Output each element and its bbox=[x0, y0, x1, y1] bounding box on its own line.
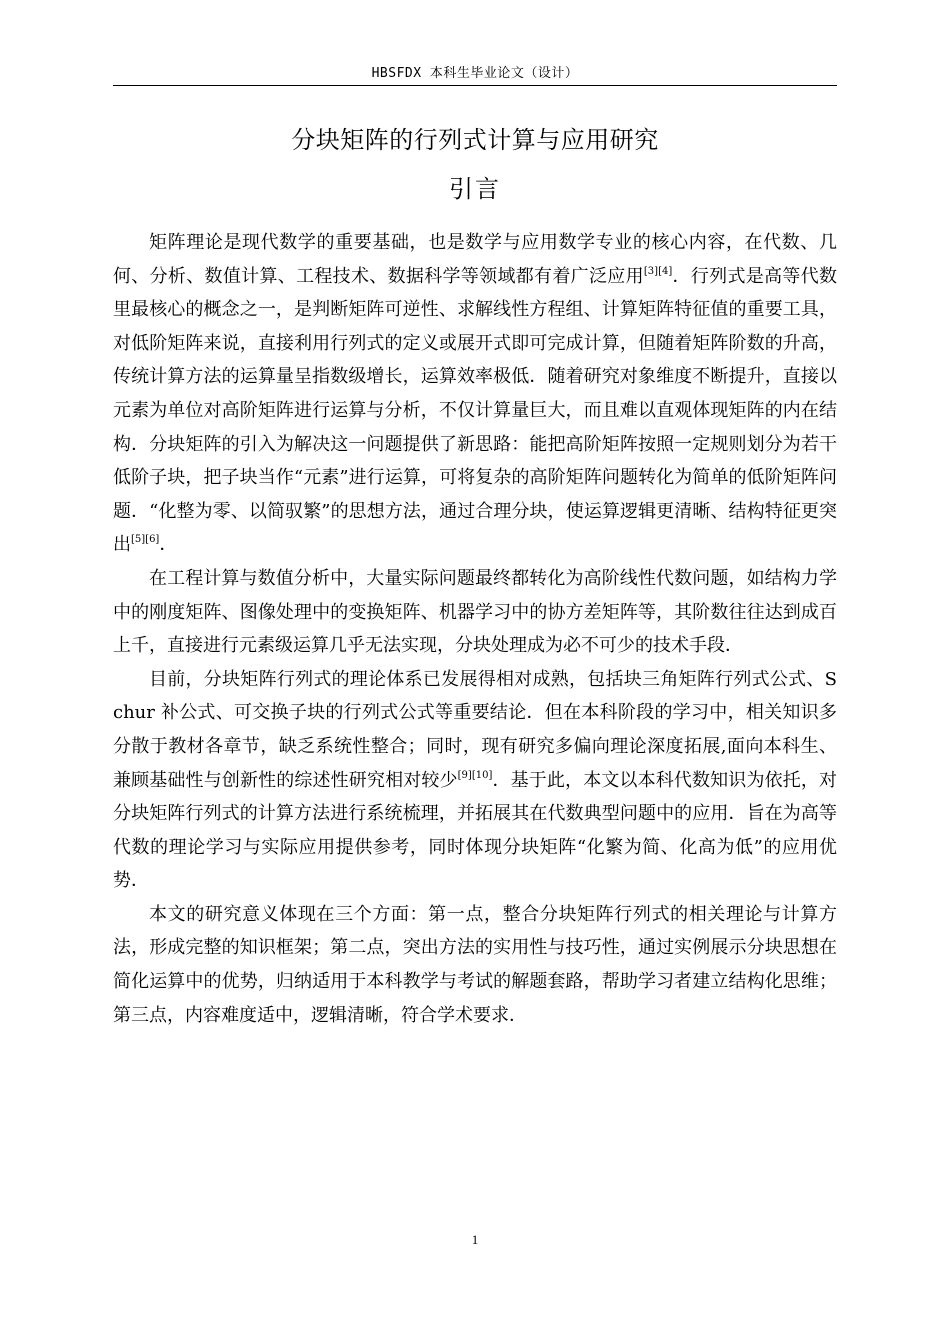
paragraph-text: 本文的研究意义体现在三个方面：第一点，整合分块矩阵行列式的相关理论与计算方法，形成完整的知识框架；第二点，突出方法的实用性与技巧性，通过实例展示分块思想在简化运算中的优势，归纳适用于本科教学与考试的解题套路，帮助学习者建立结构化思维；第三点，内容难度适中，逻辑清晰，符合学术要求． bbox=[113, 903, 837, 1026]
running-header: HBSFDX 本科生毕业论文（设计） bbox=[371, 66, 579, 81]
paragraph-1 bbox=[113, 226, 837, 562]
citation: [3][4] bbox=[643, 265, 673, 277]
citation: [9][10] bbox=[457, 769, 493, 781]
paper-title: 分块矩阵的行列式计算与应用研究 bbox=[291, 126, 659, 154]
paragraph-text: ． bbox=[159, 534, 178, 556]
page-number: 1 bbox=[471, 1232, 479, 1247]
citation: [5][6] bbox=[131, 534, 160, 546]
header-rule bbox=[113, 85, 837, 86]
paragraph-text: 目前，分块矩阵行列式的理论体系已发展得相对成熟，包括块三角矩阵行列式公式、Schur 补公式、可交换子块的行列式公式等重要结论．但在本科阶段的学习中，相关知识多分散于教材各章节，缺乏系统性整合；同时，现有研究多偏向理论深度拓展,面向本科生、兼顾基础性与创新性的综述性研究相对较少 bbox=[113, 668, 837, 791]
paragraph-text: 矩阵理论是现代数学的重要基础，也是数学与应用数学专业的核心内容，在代数、几何、分析、数值计算、工程技术、数据科学等领域都有着广泛应用 bbox=[113, 232, 837, 287]
paragraph-2 bbox=[113, 562, 837, 663]
body-text bbox=[113, 226, 837, 1032]
paragraph-3 bbox=[113, 663, 837, 898]
paragraph-4 bbox=[113, 898, 837, 1032]
paragraph-text: ．基于此，本文以本科代数知识为依托，对分块矩阵行列式的计算方法进行系统梳理，并拓展其在代数典型问题中的应用．旨在为高等代数的理论学习与实际应用提供参考，同时体现分块矩阵“化繁为简、化高为低”的应用优势． bbox=[113, 769, 838, 892]
section-heading: 引言 bbox=[449, 175, 501, 203]
paragraph-text: ．行列式是高等代数里最核心的概念之一，是判断矩阵可逆性、求解线性方程组、计算矩阵特征值的重要工具，对低阶矩阵来说，直接利用行列式的定义或展开式即可完成计算，但随着矩阵阶数的升高，传统计算方法的运算量呈指数级增长，运算效率极低．随着研究对象维度不断提升，直接以元素为单位对高阶矩阵进行运算与分析，不仅计算量巨大，而且难以直观体现矩阵的内在结构．分块矩阵的引入为解决这一问题提供了新思路：能把高阶矩阵按照一定规则划分为若干低阶子块，把子块当作“元素”进行运算，可将复杂的高阶矩阵问题转化为简单的低阶矩阵问题．“化整为零、以简驭繁”的思想方法，通过合理分块，使运算逻辑更清晰、结构特征更突出 bbox=[113, 265, 838, 556]
paragraph-text: 在工程计算与数值分析中，大量实际问题最终都转化为高阶线性代数问题，如结构力学中的刚度矩阵、图像处理中的变换矩阵、机器学习中的协方差矩阵等，其阶数往往达到成百上千，直接进行元素级运算几乎无法实现，分块处理成为必不可少的技术手段． bbox=[113, 567, 837, 657]
